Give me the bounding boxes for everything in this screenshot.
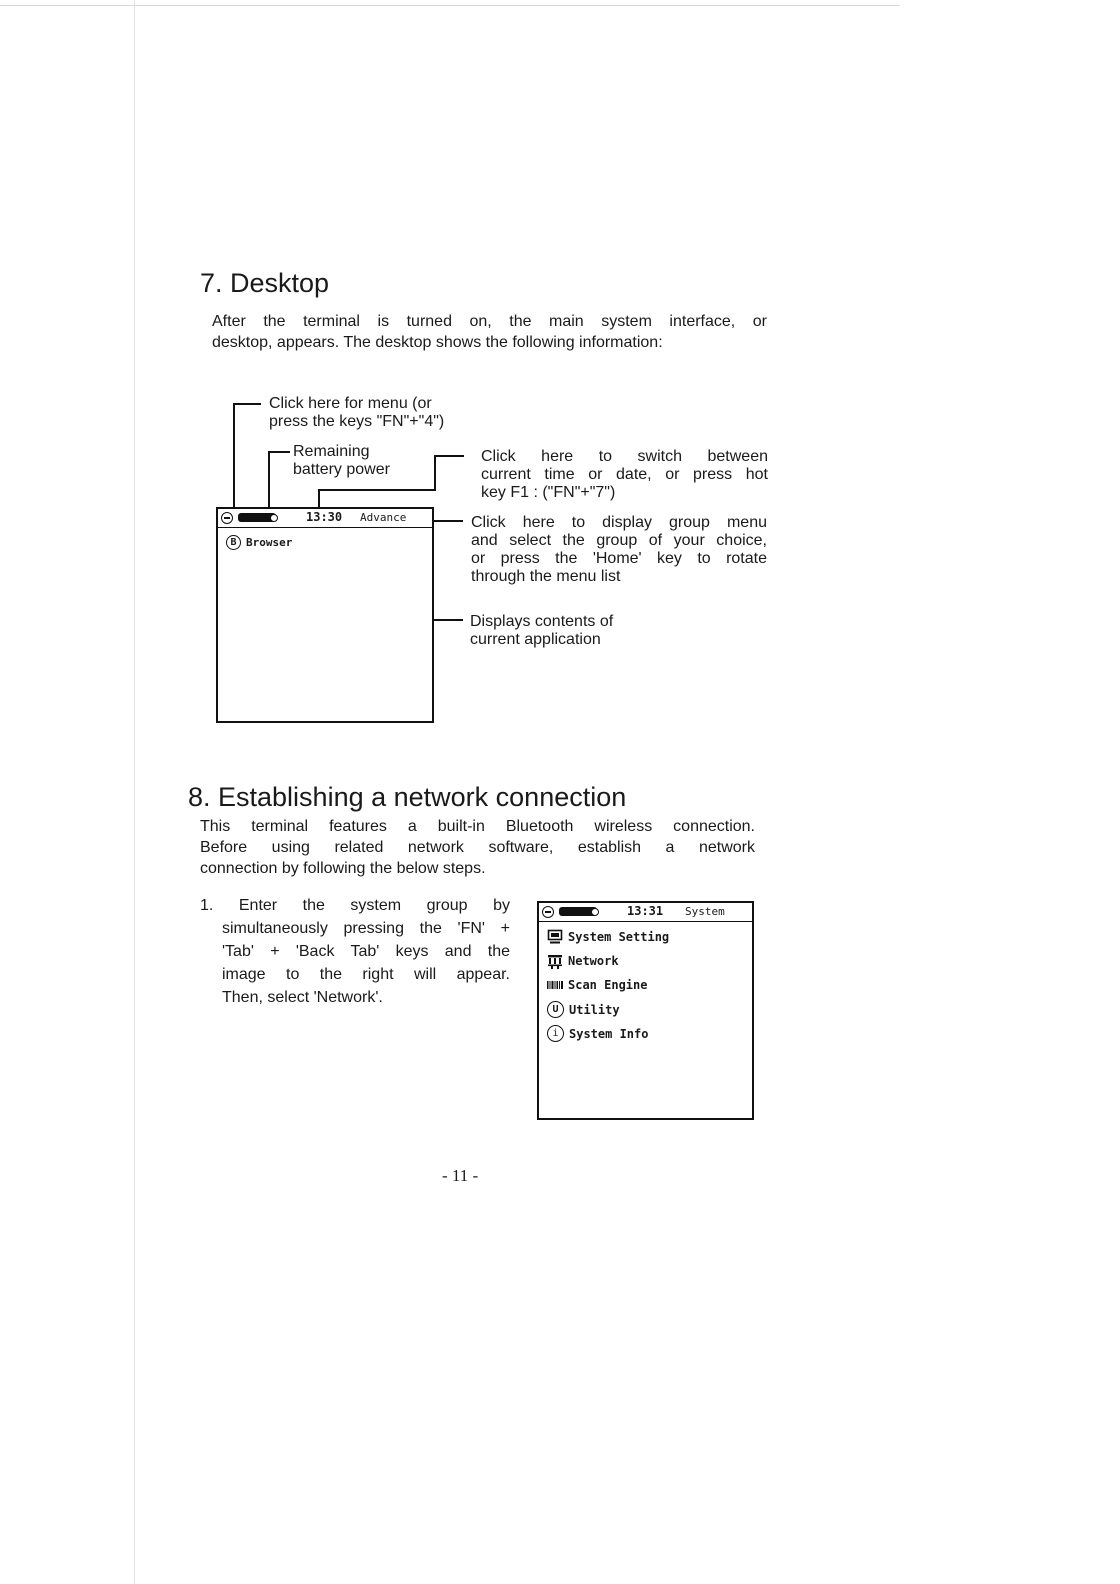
menu-item-network[interactable] [547, 953, 619, 969]
menu-icon[interactable] [542, 906, 554, 918]
menu-item-label: Network [568, 954, 619, 968]
barcode-icon [547, 977, 563, 993]
desktop-time[interactable]: 13:30 [306, 510, 343, 524]
menu-item-system-info[interactable] [547, 1025, 648, 1042]
menu-item-label: Scan Engine [568, 978, 648, 992]
leader-battery-horizontal [268, 451, 290, 453]
annotation-time-line-3: key F1 : ("FN"+"7") [481, 484, 616, 501]
annotation-contents-line-2: current application [470, 631, 601, 648]
section-7-para-line-2: desktop, appears. The desktop shows the following information: [212, 334, 663, 351]
info-icon: i [547, 1025, 564, 1042]
menu-item-label: Utility [569, 1002, 620, 1017]
annotation-group-line-2: and select the group of your choice, [471, 532, 767, 549]
menu-item-label: System Info [569, 1026, 649, 1041]
binding-margin-line [134, 0, 135, 1584]
page-number: - 11 - [442, 1166, 479, 1185]
leader-time-bridge [318, 489, 436, 491]
leader-time-vertical-right [434, 455, 436, 491]
annotation-group-line-3: or press the 'Home' key to rotate [471, 550, 767, 567]
section-7-heading: 7. Desktop [200, 268, 330, 298]
desktop-app-item[interactable] [226, 535, 292, 550]
section-7-para-line-1: After the terminal is turned on, the main system interface, or [212, 313, 767, 330]
annotation-group-line-1: Click here to display group menu [471, 514, 767, 531]
battery-icon [238, 513, 276, 522]
section-8-para-line-3: connection by following the below steps. [200, 860, 486, 877]
annotation-time [481, 448, 768, 502]
leader-battery-vertical [268, 451, 270, 509]
top-rule [0, 5, 900, 6]
annotation-battery-line-1: Remaining [293, 443, 370, 460]
annotation-time-line-2: current time or date, or press hot [481, 466, 768, 483]
annotation-group [471, 514, 767, 586]
menu-item-scan-engine[interactable] [547, 977, 647, 993]
section-8-para-line-1: This terminal features a built-in Bluetooth wireless connection. [200, 818, 755, 835]
step-1-line-1: 1. Enter the system group by [200, 897, 510, 914]
step-1-line-5: Then, select 'Network'. [222, 989, 383, 1006]
network-icon [547, 953, 563, 969]
annotation-contents-line-1: Displays contents of [470, 613, 614, 630]
desktop-app-label: Browser [246, 536, 293, 549]
desktop-group-selector[interactable]: Advance [360, 511, 407, 524]
annotation-group-line-4: through the menu list [471, 568, 621, 585]
leader-time-horizontal [434, 455, 464, 457]
annotation-time-line-1: Click here to switch between [481, 448, 768, 465]
annotation-battery [293, 443, 390, 479]
system-screen-mockup [537, 901, 754, 1120]
step-1-line-3: 'Tab' + 'Back Tab' keys and the [222, 943, 510, 960]
system-group-selector[interactable]: System [685, 905, 725, 918]
section-8-para-line-2: Before using related network software, establish a network [200, 839, 755, 856]
menu-item-utility[interactable] [547, 1001, 620, 1018]
battery-icon [559, 907, 597, 916]
leader-time-vertical-left [318, 489, 320, 509]
system-time[interactable]: 13:31 [627, 904, 664, 918]
menu-icon[interactable] [221, 512, 233, 524]
browser-icon: B [226, 535, 241, 550]
step-1-line-2: simultaneously pressing the 'FN' + [222, 920, 510, 937]
annotation-menu-line-1: Click here for menu (or [269, 395, 432, 412]
monitor-icon [547, 929, 563, 945]
step-1-line-4: image to the right will appear. [222, 966, 510, 983]
leader-menu-vertical [233, 403, 235, 509]
section-8-heading: 8. Establishing a network connection [188, 782, 627, 812]
menu-item-system-setting[interactable] [547, 929, 669, 945]
desktop-status-bar [218, 509, 432, 528]
system-status-bar [539, 903, 752, 922]
leader-menu-horizontal [233, 403, 261, 405]
annotation-menu-line-2: press the keys "FN"+"4") [269, 413, 445, 430]
annotation-menu [269, 395, 444, 431]
section-8-paragraph [200, 816, 755, 879]
section-7-paragraph [212, 311, 767, 353]
step-1-instructions [200, 894, 510, 1009]
utility-icon: U [547, 1001, 564, 1018]
menu-item-label: System Setting [568, 930, 670, 944]
annotation-battery-line-2: battery power [293, 461, 390, 478]
desktop-screen-mockup [216, 507, 434, 723]
annotation-contents [470, 613, 613, 649]
